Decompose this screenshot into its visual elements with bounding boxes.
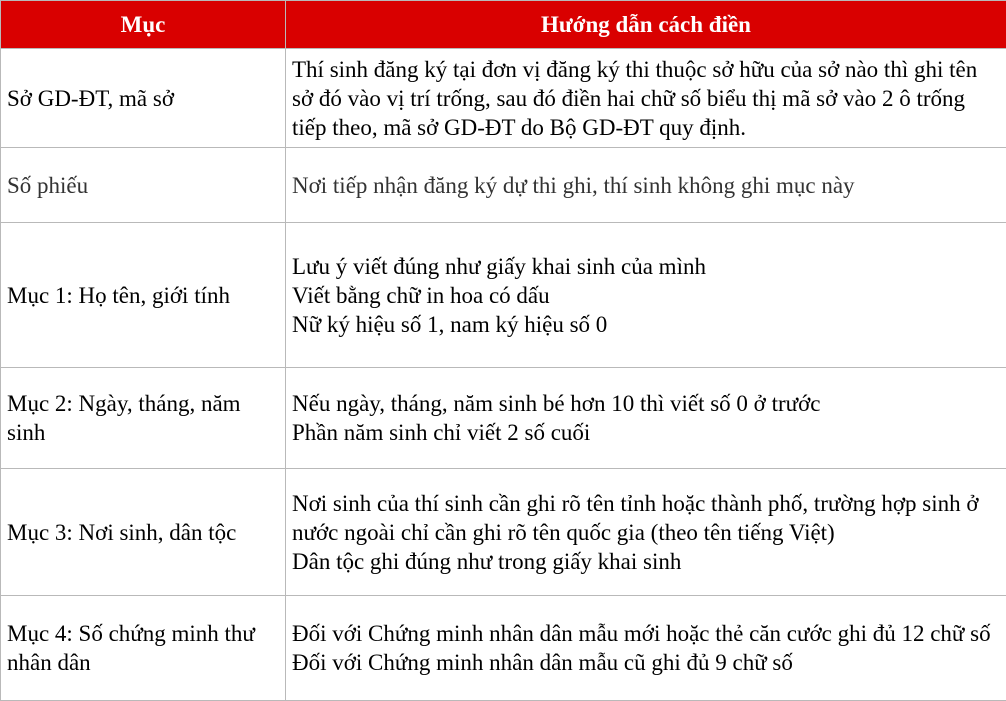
item-cell: Mục 1: Họ tên, giới tính <box>1 223 286 368</box>
table-header-row <box>1 1 1006 49</box>
guide-line: Viết bằng chữ in hoa có dấu <box>292 281 1000 310</box>
guide-cell <box>286 148 1006 223</box>
guide-line: Lưu ý viết đúng như giấy khai sinh của mình <box>292 252 1000 281</box>
guide-line: Thí sinh đăng ký tại đơn vị đăng ký thi thuộc sở hữu của sở nào thì ghi tên sở đó vào vị trí trống, sau đó điền hai chữ số biểu thị mã sở vào 2 ô trống tiếp theo, mã sở GD-ĐT do Bộ GD-ĐT quy định. <box>292 55 1000 142</box>
item-cell: Mục 3: Nơi sinh, dân tộc <box>1 469 286 596</box>
column-header-item: Mục <box>1 1 286 49</box>
table-row <box>1 223 1006 368</box>
table-row <box>1 49 1006 148</box>
table-row <box>1 596 1006 701</box>
column-header-guide: Hướng dẫn cách điền <box>286 1 1006 49</box>
guide-cell <box>286 368 1006 469</box>
guide-line: Đối với Chứng minh nhân dân mẫu cũ ghi đủ 9 chữ số <box>292 648 1000 677</box>
guide-line: Phần năm sinh chỉ viết 2 số cuối <box>292 418 1000 447</box>
guide-cell <box>286 469 1006 596</box>
table-row <box>1 469 1006 596</box>
item-cell: Số phiếu <box>1 148 286 223</box>
guide-line: Đối với Chứng minh nhân dân mẫu mới hoặc thẻ căn cước ghi đủ 12 chữ số <box>292 619 1000 648</box>
guide-cell <box>286 596 1006 701</box>
guide-cell <box>286 49 1006 148</box>
item-cell: Mục 4: Số chứng minh thư nhân dân <box>1 596 286 701</box>
guide-line: Nếu ngày, tháng, năm sinh bé hơn 10 thì viết số 0 ở trước <box>292 389 1000 418</box>
table-row <box>1 368 1006 469</box>
item-cell: Sở GD-ĐT, mã sở <box>1 49 286 148</box>
guide-line: Nơi sinh của thí sinh cần ghi rõ tên tỉnh hoặc thành phố, trường hợp sinh ở nước ngoài chỉ cần ghi rõ tên quốc gia (theo tên tiếng Việt) <box>292 489 1000 547</box>
guide-cell <box>286 223 1006 368</box>
guide-line: Dân tộc ghi đúng như trong giấy khai sinh <box>292 547 1000 576</box>
table-row <box>1 148 1006 223</box>
guide-line: Nơi tiếp nhận đăng ký dự thi ghi, thí sinh không ghi mục này <box>292 171 1000 200</box>
item-cell: Mục 2: Ngày, tháng, năm sinh <box>1 368 286 469</box>
guide-line: Nữ ký hiệu số 1, nam ký hiệu số 0 <box>292 310 1000 339</box>
